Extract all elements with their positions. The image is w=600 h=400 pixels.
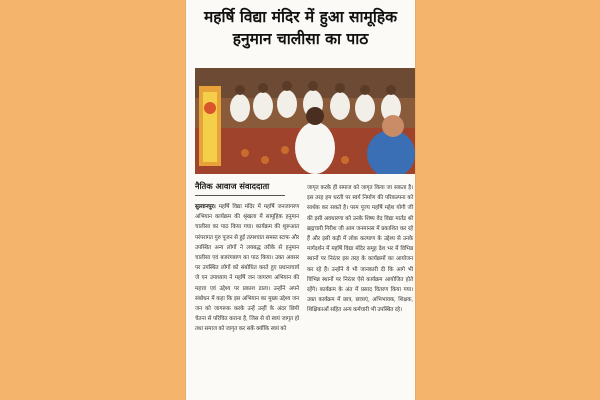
- headline-line-1: महर्षि विद्या मंदिर में हुआ सामूहिक: [204, 7, 397, 26]
- newspaper-clipping: [186, 0, 415, 400]
- column-1-text: महर्षि विद्या मंदिर में महर्षि जनजागरण अभियान कार्यक्रम की श्रृंखला में सामूहिक हनुमान चालीसा का पाठ किया गया। कार्यक्रम की शुरूआत परंपरागत गुरु पूजन से हुई तत्पश्चात समस्त स्टाफ और उपस्थित अन्य लोगों ने लयबद्ध तरीके से हनुमान चालीसा एवं बजरंगबाण का पाठ किया। उक्त अवसर पर उपस्थित लोगों को संबोधित करते हुए प्रधानाचार्य जे एन उपाध्याय ने महर्षि जन जागरण अभियान की महत्ता एवं उद्देश्य पर प्रकाश डाला। उन्होंने अपने संबोधन में कहा कि इस अभियान का मुख्य उद्देश्य जन जन को जागरूक करके उन्हें उन्हीं के अंदर छिपी चेतना से परिचित कराना है, जिस से वो स्वयं जागृत हो तथा समाज को जागृत कर सकें क्योंकि स्वयं को: [195, 204, 299, 333]
- event-photo: [195, 68, 415, 174]
- headline: [192, 6, 409, 50]
- byline: नैतिक आवाज संवाददाता: [195, 181, 285, 196]
- headline-line-2: हनुमान चालीसा का पाठ: [232, 29, 369, 48]
- event-photo-illustration: [195, 68, 415, 174]
- article-column-1: [195, 202, 299, 335]
- article-column-2: जागृत करके ही समाज को जागृत किया जा सकता है। इस तरह हम धरती पर स्वर्ग निर्माण की परिकल्पना को सार्थक कर सकते है। परम पूज्य महर्षि महेश योगी जी की इसी अवधारणा को उनके शिष्य वेद विद्या मार्तंड श्री ब्रह्मचारी गिरीश जी आम जनमानस में प्रकाशित कर रहे हैं और इसी कड़ी में लोक कल्याण के उद्देश्य से उनके मार्गदर्शन में महर्षि विद्या मंदिर समूह देश भर में विभिन्न स्थानों पर निरंतर इस तरह के कार्यक्रमों का आयोजन कर रहे हैं। उन्होंने ये भी जानकारी दी कि आगे भी विभिन्न स्थानों पर निरंतर ऐसे कार्यक्रम आयोजित होते रहेंगे। कार्यक्रम के अंत में प्रसाद वितरण किया गया। उक्त कार्यक्रम में छात्र, छात्राएं, अभिभावक, शिक्षक, शिक्षिकाओं सहित अन्य कर्मचारी भी उपस्थित रहे।: [307, 185, 413, 314]
- dateline: सुल्तानपुर।: [195, 204, 216, 210]
